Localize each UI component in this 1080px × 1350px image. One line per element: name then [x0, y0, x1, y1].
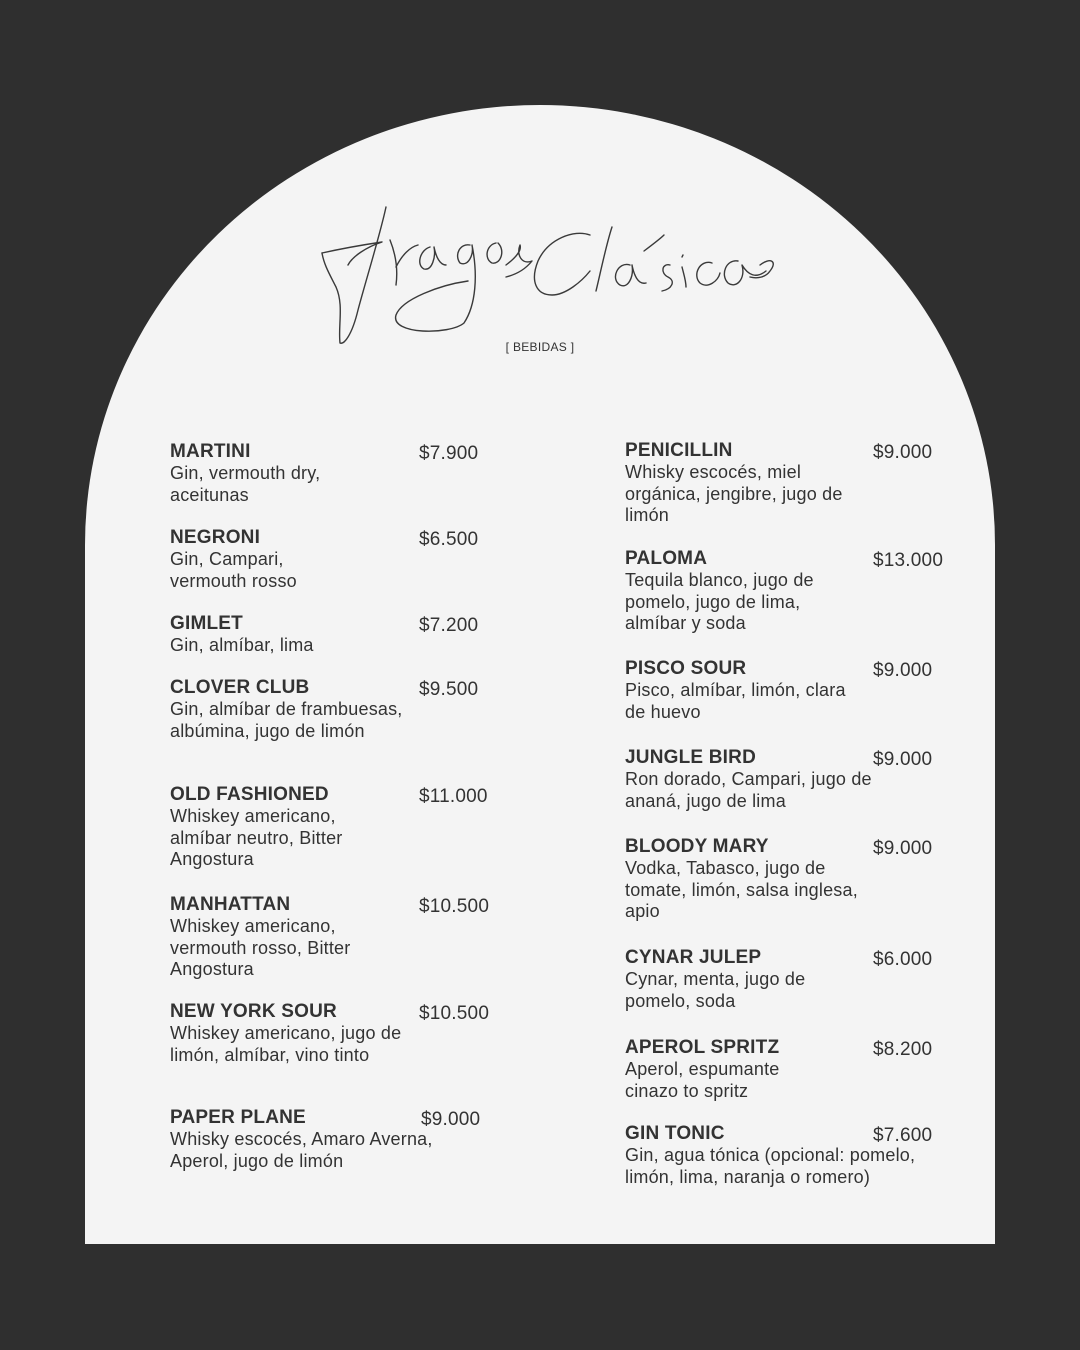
menu-item-description: Pisco, almíbar, limón, clara de huevo [625, 680, 846, 722]
menu-item-name: PISCO SOUR [625, 658, 747, 679]
menu-item-description: Ron dorado, Campari, jugo de ananá, jugo de lima [625, 769, 872, 811]
menu-item-description: Whiskey americano, almíbar neutro, Bitter Angostura [170, 806, 343, 869]
menu-item [170, 1001, 509, 1066]
menu-item-name: APEROL SPRITZ [625, 1037, 780, 1058]
menu-item-price: $9.000 [873, 442, 933, 463]
menu-item [170, 894, 509, 981]
menu-item-description: Whiskey americano, vermouth rosso, Bitter Angostura [170, 916, 351, 979]
menu-item-price: $6.500 [419, 529, 479, 550]
menu-item-name: CLOVER CLUB [170, 677, 310, 698]
menu-item-name: MANHATTAN [170, 894, 291, 915]
menu-item [170, 1107, 509, 1172]
menu-subtitle: [ BEBIDAS ] [505, 340, 575, 354]
menu-item-description: Whisky escocés, miel orgánica, jengibre, jugo de limón [625, 462, 843, 525]
menu-item-name: JUNGLE BIRD [625, 747, 756, 768]
menu-item-price: $7.900 [419, 443, 479, 464]
menu-item-price: $10.500 [419, 896, 490, 917]
menu-item [170, 677, 509, 742]
menu-item-name: GIMLET [170, 613, 243, 634]
menu-item-price: $9.000 [421, 1109, 481, 1130]
menu-item-price: $9.000 [873, 838, 933, 859]
menu-item [625, 1123, 963, 1188]
menu-item [625, 1037, 963, 1102]
menu-item-name: GIN TONIC [625, 1123, 725, 1144]
menu-item-name: CYNAR JULEP [625, 947, 762, 968]
menu-item-name: PAPER PLANE [170, 1107, 306, 1128]
menu-item-price: $9.000 [873, 749, 933, 770]
menu-item-description: Aperol, espumante cinazo to spritz [625, 1059, 780, 1101]
menu-item-name: BLOODY MARY [625, 836, 769, 857]
menu-item-price: $6.000 [873, 949, 933, 970]
menu-item-description: Gin, almíbar, lima [170, 635, 314, 655]
menu-item-description: Cynar, menta, jugo de pomelo, soda [625, 969, 806, 1011]
menu-item-price: $7.200 [419, 615, 479, 636]
menu-item [170, 527, 509, 592]
menu-item-description: Gin, Campari, vermouth rosso [170, 549, 297, 591]
menu-item-name: MARTINI [170, 441, 251, 462]
menu-item [170, 441, 509, 506]
menu-item-name: PENICILLIN [625, 440, 733, 461]
menu-item-description: Tequila blanco, jugo de pomelo, jugo de lima, almíbar y soda [625, 570, 814, 633]
menu-item [170, 784, 509, 871]
menu-item-price: $11.000 [419, 786, 488, 807]
menu-item-price: $13.000 [873, 550, 944, 571]
menu-item-price: $7.600 [873, 1125, 933, 1146]
menu-item-price: $8.200 [873, 1039, 933, 1060]
menu-title-script [300, 195, 790, 355]
menu-item [625, 747, 963, 812]
menu-item-name: NEW YORK SOUR [170, 1001, 337, 1022]
menu-item-name: PALOMA [625, 548, 708, 569]
menu-item [170, 613, 509, 657]
menu-item-price: $10.500 [419, 1003, 490, 1024]
menu-item [625, 548, 963, 635]
menu-item-description: Gin, vermouth dry, aceitunas [170, 463, 321, 505]
menu-item [625, 658, 963, 723]
menu-item [625, 947, 963, 1012]
menu-item-price: $9.500 [419, 679, 479, 700]
menu-item-description: Gin, agua tónica (opcional: pomelo, limón, lima, naranja o romero) [625, 1145, 916, 1187]
menu-item [625, 440, 963, 527]
menu-item-price: $9.000 [873, 660, 933, 681]
menu-item-name: NEGRONI [170, 527, 261, 548]
menu-item-description: Gin, almíbar de frambuesas, albúmina, jugo de limón [170, 699, 403, 741]
menu-item-name: OLD FASHIONED [170, 784, 329, 805]
menu-item-description: Vodka, Tabasco, jugo de tomate, limón, salsa inglesa, apio [625, 858, 858, 921]
menu-item-description: Whiskey americano, jugo de limón, almíbar, vino tinto [170, 1023, 402, 1065]
menu-item-description: Whisky escocés, Amaro Averna, Aperol, jugo de limón [170, 1129, 433, 1171]
menu-item [625, 836, 963, 923]
